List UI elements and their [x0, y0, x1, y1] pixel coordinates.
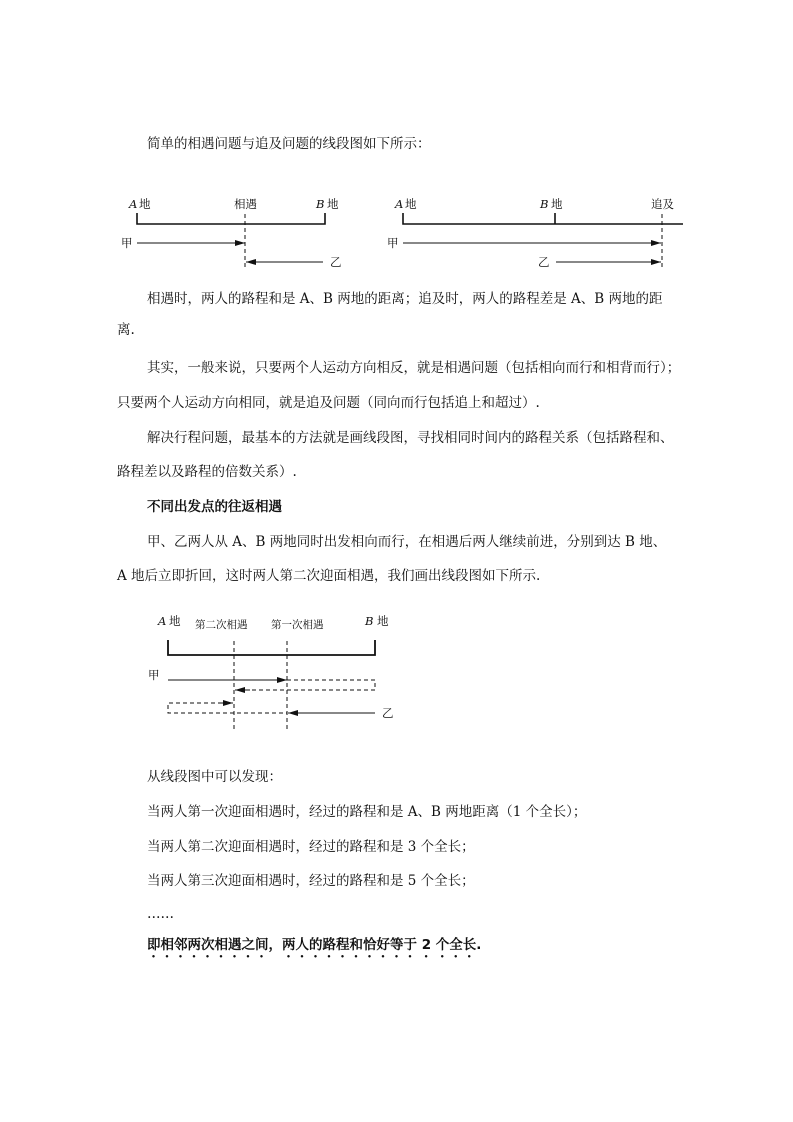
a-point-label: 地	[169, 614, 181, 628]
paragraph-method-line1: 解决行程问题，最基本的方法就是画线段图，寻找相同时间内的路程关系（包括路程和、	[147, 430, 674, 446]
yi-label: 乙	[382, 706, 394, 720]
paragraph-observe: 从线段图中可以发现：	[147, 769, 282, 785]
jia-label: 甲	[387, 236, 399, 250]
ab-segment	[137, 213, 325, 224]
paragraph-general-line1: 其实，一般来说，只要两个人运动方向相反，就是相遇问题（包括相向而行和相背而行）；	[147, 360, 681, 376]
conclusion: 即相邻两次相遇之间，两人的路程和恰好等于 2 个全长.	[147, 937, 482, 953]
section-heading: 不同出发点的往返相遇	[147, 499, 282, 515]
first-meet-label: 第一次相遇	[271, 619, 324, 631]
b-point-letter: B	[365, 614, 374, 628]
paragraph-third-meet: 当两人第三次迎面相遇时，经过的路程和是 5 个全长；	[147, 873, 475, 889]
jia-return-dashed-path	[245, 680, 375, 690]
baseline	[403, 213, 683, 224]
chase-diagram	[387, 197, 683, 269]
paragraph-first-meet: 当两人第一次迎面相遇时，经过的路程和是 A、B 两地距离（1 个全长）；	[147, 804, 587, 820]
paragraph-meet-chase-line2: 离.	[117, 322, 135, 338]
paragraph-method-line2: 路程差以及路程的倍数关系）.	[117, 464, 297, 480]
meet-label: 相遇	[234, 197, 257, 211]
a-point-letter: A	[395, 197, 404, 211]
a-point-label: 地	[139, 197, 151, 211]
b-point-label: 地	[377, 614, 389, 628]
chase-label: 追及	[651, 197, 674, 211]
paragraph-round-trip-line1: 甲、乙两人从 A、B 两地同时出发相向而行，在相遇后两人继续前进，分别到达 B 地、	[147, 534, 667, 550]
b-point-letter: B	[540, 197, 549, 211]
yi-label: 乙	[330, 255, 342, 269]
intro-paragraph: 简单的相遇问题与追及问题的线段图如下所示：	[147, 136, 431, 152]
paragraph-round-trip-line2: A 地后立即折回，这时两人第二次迎面相遇，我们画出线段图如下所示.	[117, 568, 541, 584]
paragraph-general-line2: 只要两个人运动方向相同，就是追及问题（同向而行包括追上和超过）.	[117, 395, 540, 411]
a-point-letter: A	[158, 614, 167, 628]
jia-label: 甲	[148, 668, 160, 682]
b-point-letter: B	[316, 197, 325, 211]
ellipsis: ……	[147, 906, 174, 922]
ab-segment	[168, 640, 375, 655]
a-point-label: 地	[405, 197, 417, 211]
paragraph-second-meet: 当两人第二次迎面相遇时，经过的路程和是 3 个全长；	[147, 839, 475, 855]
meeting-diagram	[121, 197, 342, 269]
b-point-label: 地	[551, 197, 563, 211]
a-point-letter: A	[129, 197, 138, 211]
second-meet-label: 第二次相遇	[195, 619, 248, 631]
yi-label: 乙	[538, 255, 550, 269]
b-point-label: 地	[327, 197, 339, 211]
jia-label: 甲	[121, 236, 133, 250]
paragraph-meet-chase-line1: 相遇时，两人的路程和是 A、B 两地的距离；追及时，两人的路程差是 A、B 两地的距	[147, 291, 663, 307]
round-trip-diagram	[148, 614, 394, 730]
yi-return-dashed-path	[168, 703, 287, 713]
